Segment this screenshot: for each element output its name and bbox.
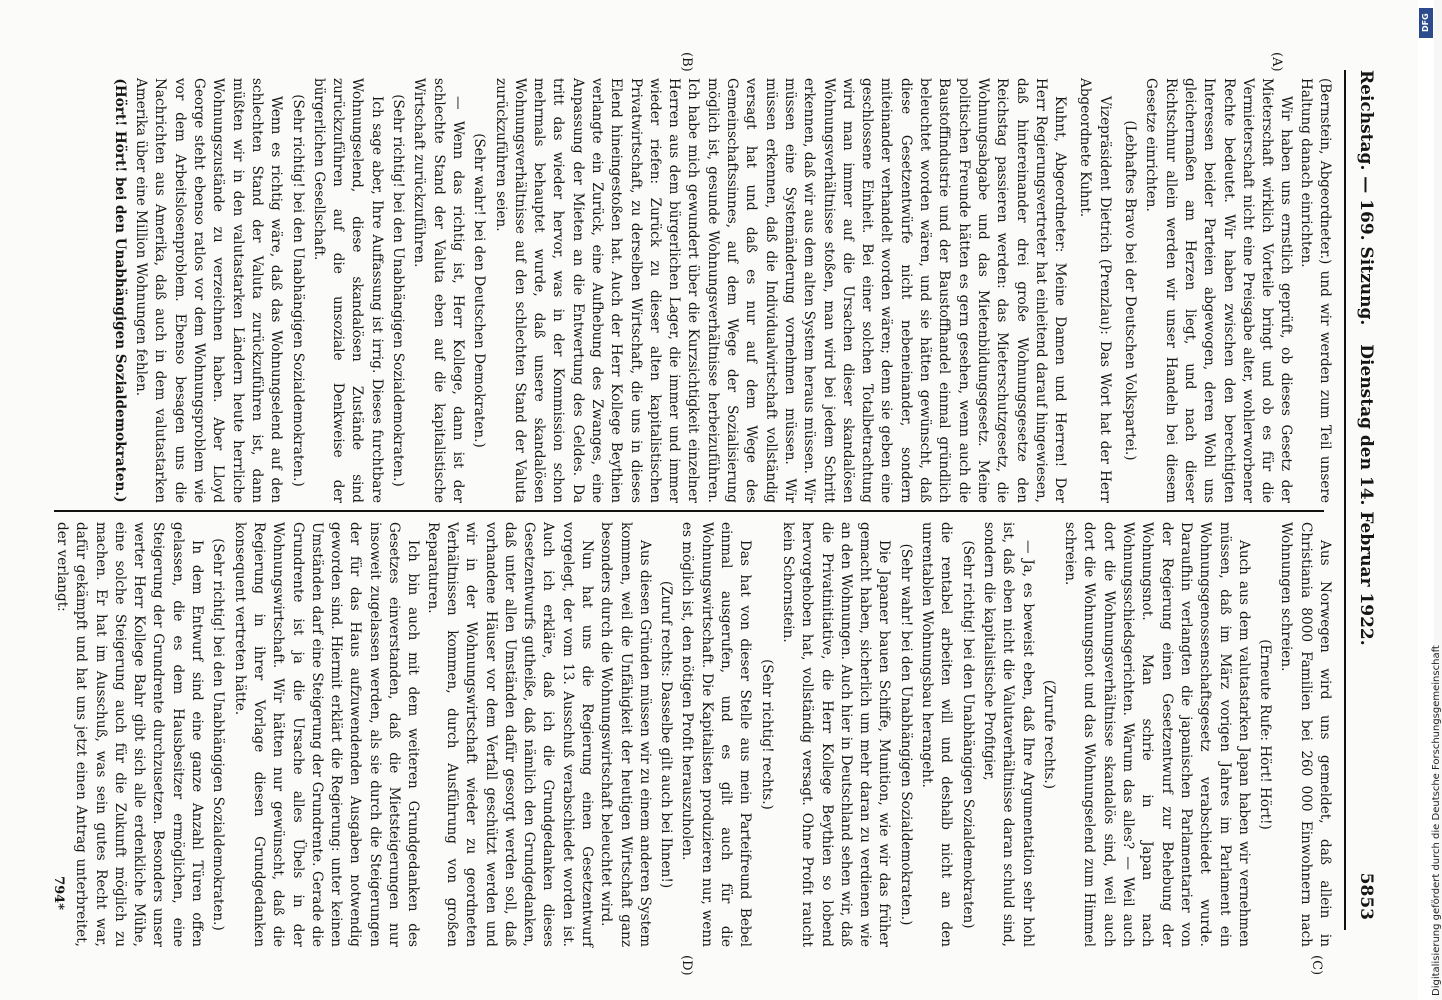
signature-mark: 794* xyxy=(51,876,66,910)
interjection: (Sehr richtig! bei den Unabhängigen Sozialdemokraten.) xyxy=(289,94,306,487)
margin-marker-c: (C) xyxy=(1309,955,1324,976)
speaker-paragraph: Kuhnt, Abgeordneter: Meine Damen und Herren! Der Herr Regierungsvertreter hat einleitend darauf hingewiesen, daß hintereinander drei große Wohnungsgesetze den Reichstag passieren werden: das Mieterschutzgesetz, die Wohnungsabgabe und das Mietenbildungsgesetz. Meine politischen Freunde hätten es gern gesehen, wenn auch die Baustoffindustrie und der Baustoffhandel einmal gründlich beleuchtet worden wären, und sie hätten gewünscht, daß diese Gesetzentwürfe nicht nebeneinander, sondern miteinander verhandelt worden wären; denn sie geben eine geschlossene Einheit. Bei einer solchen Totalbetrachtung wird man immer auf die Ursachen dieser skandalösen Wohnungsverhältnisse stoßen, man wird bei jedem Schritt erkennen, daß wir aus dem alten System heraus müssen. Wir müssen eine Systemänderung vornehmen müssen. Wir müssen erkennen, daß die Individualwirtschaft vollständig versagt hat und daß es nur auf dem Wege des Gemeinschaftssinnes, auf dem Wege der Sozialisierung möglich ist, gesunde Wohnungsverhältnisse herbeizuführen. Ich habe mich gewundert über die Kurzsichtigkeit einzelner Herren aus dem bürgerlichen Lager, die immer und immer wieder riefen: Zurück zu dieser alten kapitalistischen Privatwirtschaft, zu derselben Wirtschaft, die uns in dieses Elend hineingestoßen hat. Auch der Herr Kollege Beythien verlangte ein Zurück, eine Aufhebung des Zwanges, eine Anpassung der Mieten an die Entwertung des Geldes. Da tritt das wieder hervor, was in der Kommission schon mehrmals behauptet wurde, daß unsere skandalösen Wohnungsverhältnisse auf den schlechten Stand der Valuta zurückzuführen seien. xyxy=(492,78,1069,503)
column-divider xyxy=(54,510,1324,512)
paragraph: Die Japaner bauen Schiffe, Munition, wie wir das früher gemacht haben, sicherlich um mehr daran zu verdienen wie an den Wohnungen. Auch hier in Deutschland sehen wir, daß die Privatinitiative, die Herr Kollege Beythien so lobend hervorgehoben hat, vollständig versagt. Ohne Profit raucht kein Schornstein. xyxy=(779,522,893,947)
header-left: Reichstag. — 169. Sitzung. xyxy=(1356,70,1376,326)
digitization-credit-strip xyxy=(1418,0,1442,1000)
margin-marker-b: (B) xyxy=(679,52,694,72)
dfg-logo: DFG xyxy=(1419,8,1433,38)
paragraph: Ich bin auch mit dem weiteren Grundgedanken des Gesetzes einverstanden, daß die Mietsteigerungen nur insoweit zugelassen werden, als sie durch die Steigerungen der für das Haus aufzuwendenden Ausgaben notwendig geworden sind. Hiermit erklärt die Regierung: unter keinen Umständen darf eine Steigerung der Grundrente. Gerade die Grundrente ist ja die Ursache alles Übels in der Wohnungswirtschaft. Wir hätten nur gewünscht, daß die Regierung in ihrer Vorlage diesen Grundgedanken konsequent vertreten hätte. xyxy=(231,522,422,947)
interjection: (Sehr richtig! bei den Unabhängigen Sozialdemokraten.) xyxy=(390,94,407,487)
interjection: (Sehr richtig! rechts.) xyxy=(758,659,775,810)
paragraph: die rentabel arbeiten will und deshalb nicht an den unrentablen Wohnungsbau herangeht. xyxy=(919,522,955,947)
paragraph: (Bernstein, Abgeordneter.) und wir werden zum Teil unsere Haltung danach einrichten. xyxy=(1297,78,1333,503)
speaker-paragraph: Vizepräsident Dietrich (Prenzlau): Das Wort hat der Herr Abgeordnete Kuhnt. xyxy=(1077,78,1113,503)
paragraph: Ich sage aber, Ihre Auffassung ist irrig. Dieses furchtbare Wohnungselend, diese skandalösen Zustände sind zurückzuführen auf die unsoziale Denkweise der bürgerlichen Gesellschaft. xyxy=(310,78,385,503)
margin-marker-d: (D) xyxy=(679,955,694,976)
left-column xyxy=(74,78,1334,503)
interjection: (Sehr richtig! bei den Unabhängigen Sozialdemokraten.) xyxy=(210,538,227,931)
interjection: (Lebhaftes Bravo bei der Deutschen Volkspartei.) xyxy=(1122,120,1139,461)
header-rule xyxy=(1344,70,1346,930)
paragraph: In dem Entwurf sind eine ganze Anzahl Türen offen gelassen, die es dem Hausbesitzer ermöglichen, eine Steigerung der Grundrente durchzusetzen. Besonders unser werter Herr Kollege Bahr gibt sich alle erdenkliche Mühe, eine solche Steigerung auch für die Zukunft möglich zu machen. Er hat im Ausschuß, was sein gutes Recht war, dafür gekämpft und hat uns jetzt einen Antrag unterbreitet, der verlangt: xyxy=(54,522,206,947)
paragraph: Wenn es richtig wäre, daß das Wohnungselend auf den schlechten Stand der Valuta zurückzuführen ist, dann müßten wir in den valutastarken Ländern heute herrliche Wohnungszustände zu verzeichnen haben. Aber Lloyd George steht ebenso ratlos vor dem Wohnungsproblem wie vor dem Arbeitslosenproblem. Ebenso besagen uns die Nachrichten aus Amerika, daß auch in dem valutastarken Amerika über eine Million Wohnungen fehlen. xyxy=(133,78,285,503)
page-number: 5853 xyxy=(1356,872,1376,920)
interjection: (Sehr richtig! bei den Unabhängigen Sozialdemokraten) xyxy=(959,540,976,929)
interjection: (Hört! Hört! bei den Unabhängigen Sozialdemokraten.) xyxy=(111,78,128,503)
margin-marker-a: (A) xyxy=(1269,52,1284,72)
header-date: Dienstag den 14. Februar 1922. xyxy=(1356,344,1376,646)
running-header xyxy=(1344,70,1376,920)
paragraph: Auch aus dem valutastarken Japan haben wir vernehmen müssen, daß im März vorigen Jahres im Parlament ein Wohnungsgenossenschaftsgesetz verabschiedet wurde. Daraufhin verlangten die japanischen Parlamentarier von der Regierung einen Gesetzentwurf zur Behebung der Wohnungsnot. Man schrie in Japan nach Wohnungsschiedsgerichten. Warum das alles? — Weil auch dort die Wohnungsverhältnisse skandalös sind, weil auch dort die Wohnungsnot und das Wohnungselend zum Himmel schreien. xyxy=(1062,522,1252,947)
paragraph: Nun hat uns die Regierung einen Gesetzentwurf vorgelegt, der vom 13. Ausschuß verabschiedet worden ist. Auch ich erkläre, daß ich die Grundgedanken dieses Gesetzentwurfs gutheiße, daß nämlich den Grundgedanken, daß unter allen Umständen dafür gesorgt werden soll, daß vorhandene Häuser vor dem Verfall geschützt werden und wir in der Wohnungswirtschaft wieder zu geordneten Verhältnissen kommen, durch Ausführung von großen Reparaturen. xyxy=(424,522,596,947)
paragraph: Aus diesen Gründen müssen wir zu einem anderen System kommen, weil die Unfähigkeit der heutigen Wirtschaft ganz besonders durch die Wohnungswirtschaft beleuchtet wird. xyxy=(598,522,653,947)
interjection: (Sehr wahr! bei den Unabhängigen Sozialdemokraten.) xyxy=(897,543,914,926)
interjection: (Sehr wahr! bei den Deutschen Demokraten.) xyxy=(471,133,488,448)
paragraph: Das hat von dieser Stelle aus mein Parteifreund Bebel einmal ausgerufen, und es gilt auch für die Wohnungswirtschaft. Die Kapitalisten produzieren nur, wenn es möglich ist, den nötigen Profit herauszuholen. xyxy=(679,522,754,947)
paragraph: — Ja, es beweist eben, daß Ihre Argumentation sehr hohl ist, daß eben nicht die Valutaverhältnisse daran schuld sind, sondern die kapitalistische Profitgier, xyxy=(980,522,1036,947)
digitization-credit: Digitalisierung gefördert durch die Deutsche Forschungsgemeinschaft xyxy=(1431,645,1442,996)
paragraph: Wir haben uns ernstlich geprüft, ob dieses Gesetz der Mieterschaft wirklich Vorteile bringt und ob es für die Vermieterschaft nicht eine Preisgabe alter, wohlerworbener Rechte bedeutet. Wir haben zwischen den berechtigten Interessen beider Parteien abgewogen, deren Wohl uns gleichermaßen am Herzen liegt, und nach dieser Richtschnur allein werden wir unser Handeln bei diesem Gesetze einrichten. xyxy=(1143,78,1295,503)
interjection: (Zuruf rechts: Dasselbe gilt auch bei Ihnen!) xyxy=(658,580,675,889)
paragraph: Aus Norwegen wird uns gemeldet, daß allein in Christiania 8000 Familien bei 260 000 Einwohnern nach Wohnungen schreien. xyxy=(1278,522,1333,947)
interjection: (Zurufe rechts.) xyxy=(1040,679,1057,790)
interjection: (Erneute Rufe: Hört! Hört!) xyxy=(1257,639,1274,830)
paragraph: — Wenn das richtig ist, Herr Kollege, dann ist der schlechte Stand der Valuta eben auf die kapitalistische Wirtschaft zurückzuführen. xyxy=(411,78,466,503)
